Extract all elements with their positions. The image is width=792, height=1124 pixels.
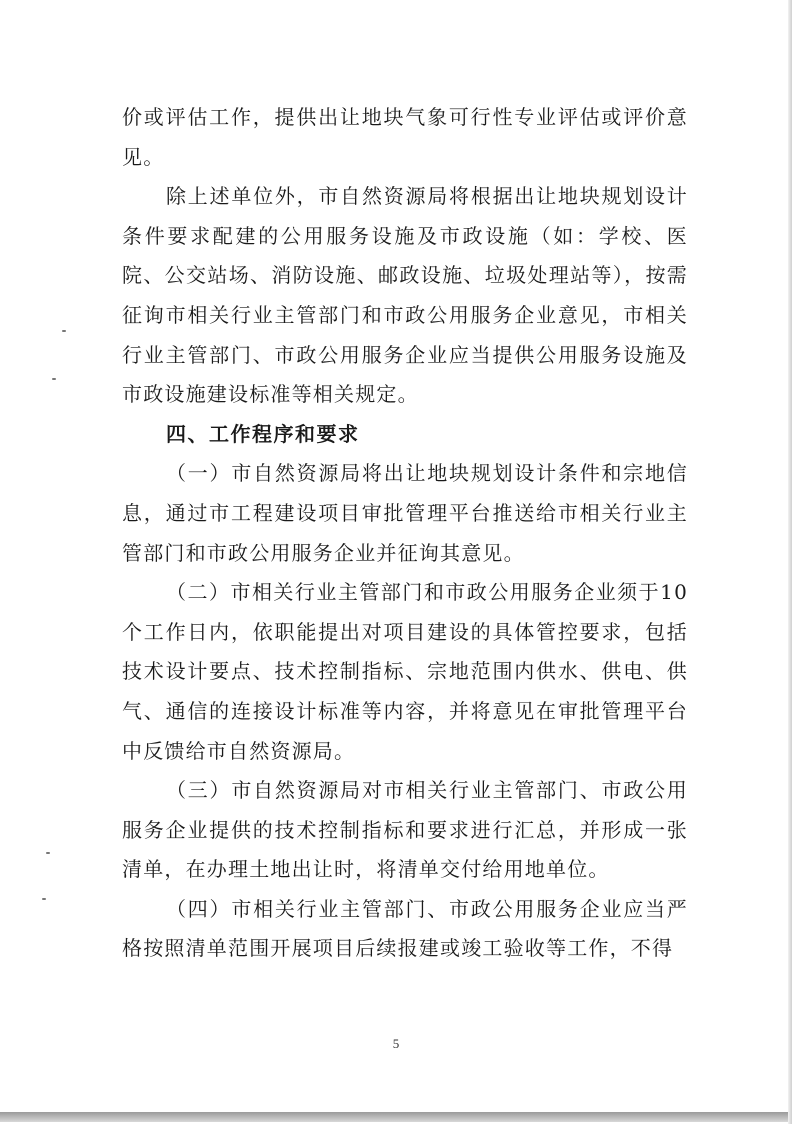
scan-speck [62,330,66,332]
scan-bottom-edge [0,1112,792,1122]
paragraph-item-3: （三）市自然资源局对市相关行业主管部门、市政公用服务企业提供的技术控制指标和要求进行汇总，并形成一张清单，在办理土地出让时，将清单交付给用地单位。 [122,778,688,882]
paragraph-item-1: （一）市自然资源局将出让地块规划设计条件和宗地信息，通过市工程建设项目审批管理平台推送给市相关行业主管部门和市政公用服务企业并征询其意见。 [122,461,688,565]
paragraph-facilities: 除上述单位外，市自然资源局将根据出让地块规划设计条件要求配建的公用服务设施及市政设施（如：学校、医院、公交站场、消防设施、邮政设施、垃圾处理站等），按需征询市相关行业主管部门和市政公用服务企业意见，市相关行业主管部门、市政公用服务企业应当提供公用服务设施及市政设施建设标准等相关规定。 [122,184,688,407]
paragraph-item-4: （四）市相关行业主管部门、市政公用服务企业应当严格按照清单范围开展项目后续报建或竣工验收等工作，不得 [122,896,688,961]
scan-speck [52,378,56,380]
document-body [122,98,688,969]
section-heading: 四、工作程序和要求 [166,421,360,446]
scan-right-edge [788,0,792,1124]
scan-speck [42,898,46,900]
scan-speck [46,852,50,854]
paragraph-item-2: （二）市相关行业主管部门和市政公用服务企业须于10个工作日内，依职能提出对项目建设的具体管控要求，包括技术设计要点、技术控制指标、宗地范围内供水、供电、供气、通信的连接设计标准等内容，并将意见在审批管理平台中反馈给市自然资源局。 [122,580,688,763]
page-number: 5 [392,1036,400,1051]
paragraph-continuation: 价或评估工作，提供出让地块气象可行性专业评估或评价意见。 [122,105,688,169]
